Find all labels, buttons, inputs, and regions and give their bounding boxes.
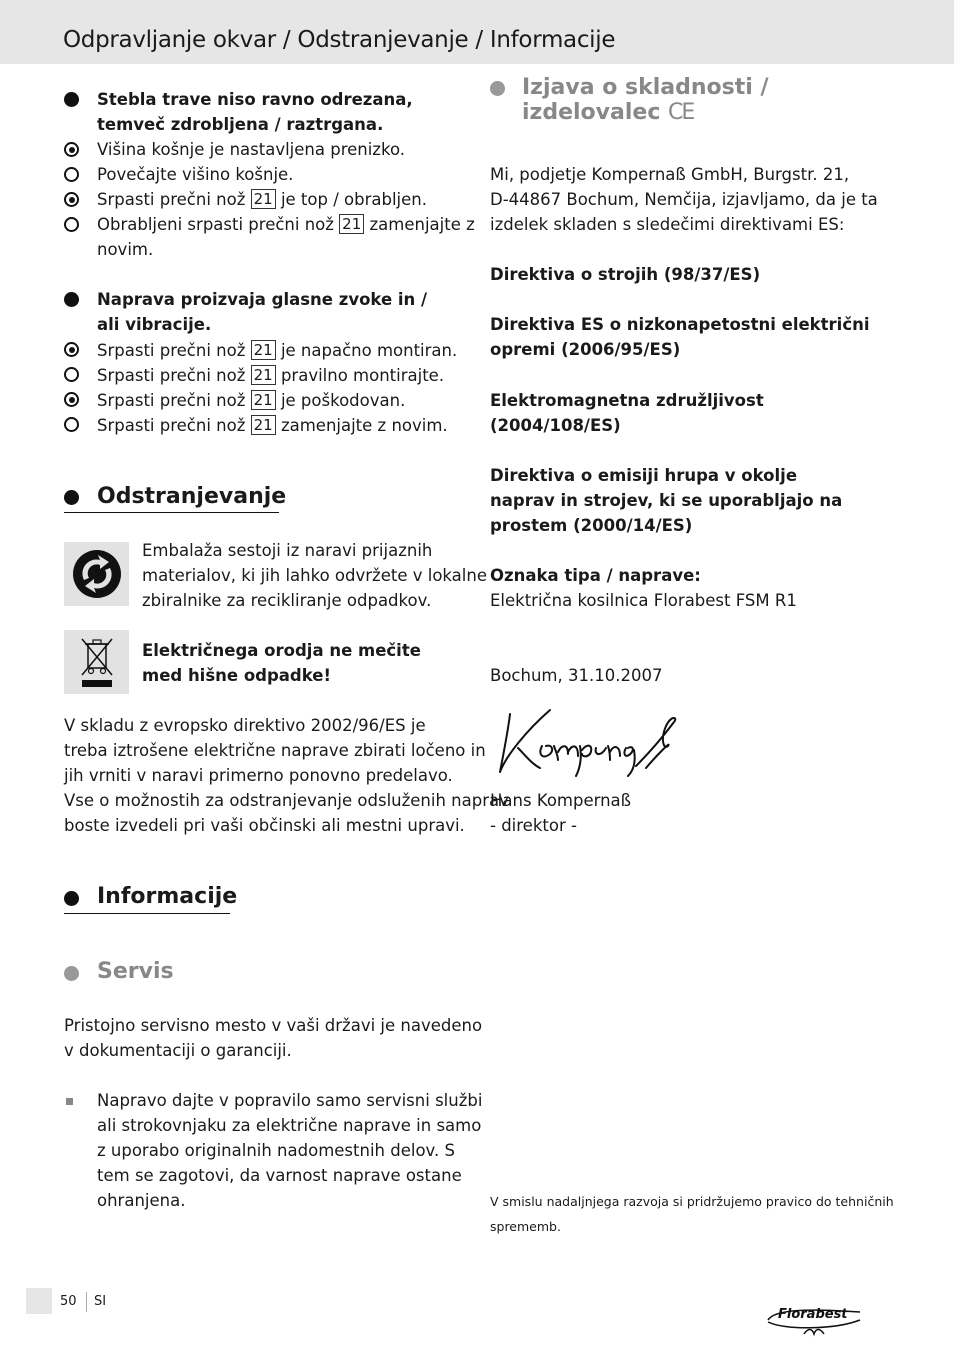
- fault-title: Stebla trave niso ravno odrezana,: [97, 90, 413, 109]
- service-bullet-text: ali strokovnjaku za električne naprave in samo: [97, 1116, 482, 1135]
- type-value: Električna kosilnica Florabest FSM R1: [490, 591, 797, 610]
- service-bullet-text: tem se zagotovi, da varnost naprave ostane: [97, 1166, 462, 1185]
- fault-title: Naprava proizvaja glasne zvoke in /: [97, 290, 428, 309]
- directive-text: Elektromagnetna združljivost: [490, 391, 764, 410]
- page-title: Odpravljanje okvar / Odstranjevanje / Informacije: [63, 27, 616, 53]
- brand-text: Florabest: [778, 1307, 848, 1322]
- remedy-text: Srpasti prečni nož 21 zamenjajte z novim.: [97, 416, 448, 435]
- disposal-paragraph: Vse o možnostih za odstranjevanje odsluženih naprav: [64, 791, 509, 810]
- square-bullet-icon: [66, 1098, 73, 1105]
- packaging-text: Embalaža sestoji iz naravi prijaznih: [142, 541, 433, 560]
- directive-text: Direktiva o emisiji hrupa v okolje: [490, 466, 798, 485]
- cause-bullet-icon: [64, 342, 79, 357]
- remedy-bullet-icon: [64, 367, 79, 382]
- cause-bullet-icon: [64, 192, 79, 207]
- footer-marker: [26, 1288, 52, 1314]
- service-bullet-text: ohranjena.: [97, 1191, 186, 1210]
- signature-icon: [496, 706, 686, 778]
- signer-name: Hans Kompernaß: [490, 791, 632, 810]
- remedy-text: Srpasti prečni nož 21 pravilno montirajte.: [97, 366, 445, 385]
- filled-bullet-icon: [64, 292, 79, 307]
- place-date: Bochum, 31.10.2007: [490, 666, 663, 685]
- service-heading: Servis: [97, 959, 174, 984]
- cause-text: Srpasti prečni nož 21 je poškodovan.: [97, 391, 406, 410]
- type-label: Oznaka tipa / naprave:: [490, 566, 701, 585]
- directive-text: Direktiva ES o nizkonapetostni električni: [490, 315, 870, 334]
- directive-text: opremi (2006/95/ES): [490, 340, 681, 359]
- cause-text: Srpasti prečni nož 21 je napačno montiran.: [97, 341, 458, 360]
- fault-title: ali vibracije.: [97, 315, 212, 334]
- cause-text: Višina košnje je nastavljena prenizko.: [97, 140, 405, 159]
- language-code: SI: [94, 1294, 107, 1309]
- cause-bullet-icon: [64, 392, 79, 407]
- disposal-paragraph: treba iztrošene električne naprave zbirati ločeno in: [64, 741, 486, 760]
- remedy-text: Povečajte višino košnje.: [97, 165, 294, 184]
- part-ref-box: 21: [251, 365, 276, 385]
- directive-text: Direktiva o strojih (98/37/ES): [490, 265, 761, 284]
- remedy-bullet-icon: [64, 167, 79, 182]
- disposal-heading: Odstranjevanje: [97, 484, 287, 509]
- part-ref-box: 21: [251, 189, 276, 209]
- directive-text: prostem (2000/14/ES): [490, 516, 693, 535]
- page-header: [0, 0, 954, 64]
- service-text: v dokumentaciji o garanciji.: [64, 1041, 292, 1060]
- directive-text: (2004/108/ES): [490, 416, 621, 435]
- crossed-bin-icon: [64, 630, 129, 694]
- part-ref-box: 21: [251, 390, 276, 410]
- declaration-text: Mi, podjetje Kompernaß GmbH, Burgstr. 21,: [490, 165, 850, 184]
- grey-bullet-icon: [490, 81, 505, 96]
- footer-divider: [86, 1292, 87, 1312]
- directive-text: naprav in strojev, ki se uporabljajo na: [490, 491, 843, 510]
- declaration-text: D-44867 Bochum, Nemčija, izjavljamo, da je ta: [490, 190, 878, 209]
- part-ref-box: 21: [339, 214, 364, 234]
- service-text: Pristojno servisno mesto v vaši državi je navedeno: [64, 1016, 483, 1035]
- technical-note: V smislu nadaljnjega razvoja si pridržujemo pravico do tehničnih: [490, 1194, 894, 1209]
- disposal-paragraph: boste izvedeli pri vaši občinski ali mestni upravi.: [64, 816, 465, 835]
- warning-text: med hišne odpadke!: [142, 666, 331, 685]
- service-bullet-text: z uporabo originalnih nadomestnih delov. S: [97, 1141, 455, 1160]
- disposal-paragraph: jih vrniti v naravi primerno ponovno predelavo.: [64, 766, 453, 785]
- technical-note: sprememb.: [490, 1219, 561, 1234]
- ce-mark-icon: CE: [668, 100, 694, 125]
- page-number: 50: [60, 1294, 77, 1309]
- packaging-text: materialov, ki jih lahko odvržete v lokalne: [142, 566, 487, 585]
- grey-bullet-icon: [64, 966, 79, 981]
- signer-role: - direktor -: [490, 816, 577, 835]
- packaging-text: zbiralnike za recikliranje odpadkov.: [142, 591, 432, 610]
- remedy-bullet-icon: [64, 417, 79, 432]
- fault-title: temveč zdrobljena / raztrgana.: [97, 115, 384, 134]
- declaration-text: izdelek skladen s sledečimi direktivami ES:: [490, 215, 845, 234]
- remedy-text: novim.: [97, 240, 154, 259]
- florabest-logo: [764, 1302, 864, 1342]
- conformity-heading: Izjava o skladnosti /: [522, 75, 769, 100]
- service-bullet-text: Napravo dajte v popravilo samo servisni službi: [97, 1091, 483, 1110]
- cause-text: Srpasti prečni nož 21 je top / obrabljen.: [97, 190, 427, 209]
- conformity-heading: izdelovalec CE: [522, 100, 694, 125]
- remedy-text: Obrabljeni srpasti prečni nož 21 zamenjajte z: [97, 215, 475, 234]
- warning-text: Električnega orodja ne mečite: [142, 641, 421, 660]
- info-heading: Informacije: [97, 884, 238, 909]
- cause-bullet-icon: [64, 142, 79, 157]
- part-ref-box: 21: [251, 415, 276, 435]
- recycling-icon: [64, 542, 129, 606]
- filled-bullet-icon: [64, 92, 79, 107]
- disposal-paragraph: V skladu z evropsko direktivo 2002/96/ES je: [64, 716, 426, 735]
- remedy-bullet-icon: [64, 217, 79, 232]
- part-ref-box: 21: [251, 340, 276, 360]
